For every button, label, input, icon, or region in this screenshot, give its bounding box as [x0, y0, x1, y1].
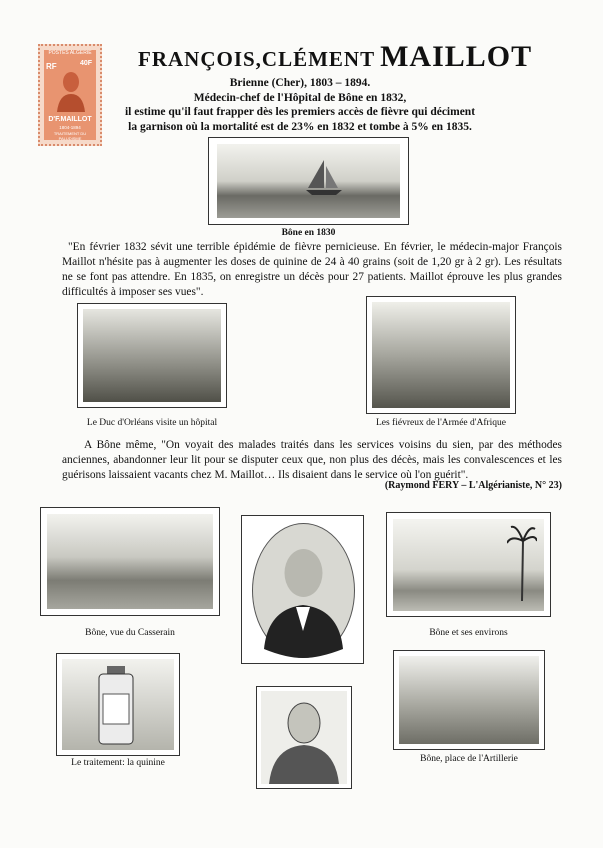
image-fievreux [366, 296, 516, 414]
caption-casserain: Bône, vue du Casserain [85, 628, 175, 638]
paragraph-bone: A Bône même, "On voyait des malades traités dans les services voisins du sien, par des méthodes anciennes, abandonner leur lit pour se disputer ceux que, non plus des décès, mais les convalescences et les guérisons laissaient vacants chez M. Maillot… Ils disaient dans le service où l'on guérit". [62, 439, 562, 481]
subtitle-line: la garnison où la mortalité est de 23% en 1832 et tombe à 5% en 1835. [128, 120, 472, 133]
stamp-portrait [54, 68, 88, 112]
stamp-value: 40F [80, 60, 93, 67]
caption-duc-orleans: Le Duc d'Orléans visite un hôpital [86, 418, 218, 428]
title-first: FRANÇOIS,CLÉMENT [138, 47, 376, 71]
caption-environs: Bône et ses environs [429, 628, 508, 638]
subtitle-block [95, 76, 505, 134]
image-portrait-old [256, 686, 352, 789]
image-artillerie [393, 650, 545, 750]
subtitle-line: il estime qu'il faut frapper dès les premiers accès de fièvre qui déciment [124, 106, 476, 118]
boat-icon [304, 158, 344, 198]
stamp-dates: 1804-1894 [59, 125, 81, 130]
stamp-top-text: POSTES ALGERIE [48, 50, 92, 56]
caption-bone-1830: Bône en 1830 [281, 228, 336, 238]
caption-artillerie: Bône, place de l'Artillerie [420, 754, 518, 764]
paragraph-epidemie: "En février 1832 sévit une terrible épidémie de fièvre pernicieuse. En février, le médecin-major François Maillot n'hésite pas à augmenter les doses de quinine de 24 à 40 grains (soit de 1,20 gr à 2 gr). Les résultats ne se font pas attendre. En 1835, on enregistre un décès pour 27 patients. Maillot éprouve les plus grandes difficultés à imposer ses vues". [62, 241, 562, 298]
subtitle-line: Médecin-chef de l'Hôpital de Bône en 1832, [193, 91, 407, 104]
image-bone-1830 [208, 137, 409, 225]
stamp-name: D'F.MAILLOT [48, 116, 92, 123]
image-quinine [56, 653, 180, 756]
page-title [138, 40, 548, 74]
caption-fievreux: Les fiévreux de l'Armée d'Afrique [375, 418, 507, 428]
image-casserain [40, 507, 220, 616]
image-portrait-maillot [241, 515, 364, 664]
source-citation: (Raymond FERY – L'Algérianiste, N° 23) [384, 480, 562, 491]
quinine-bottle-icon [97, 666, 135, 746]
maillot-stamp [38, 44, 102, 146]
title-last: MAILLOT [380, 40, 533, 73]
image-duc-orleans [77, 303, 227, 408]
stamp-sub: TRAITEMENT DU PALUDISME [53, 131, 87, 141]
image-environs [386, 512, 551, 617]
stamp-currency: RF [46, 62, 57, 71]
caption-quinine: Le traitement: la quinine [71, 758, 165, 768]
palm-tree-icon [507, 521, 537, 601]
subtitle-line: Brienne (Cher), 1803 – 1894. [229, 77, 371, 89]
